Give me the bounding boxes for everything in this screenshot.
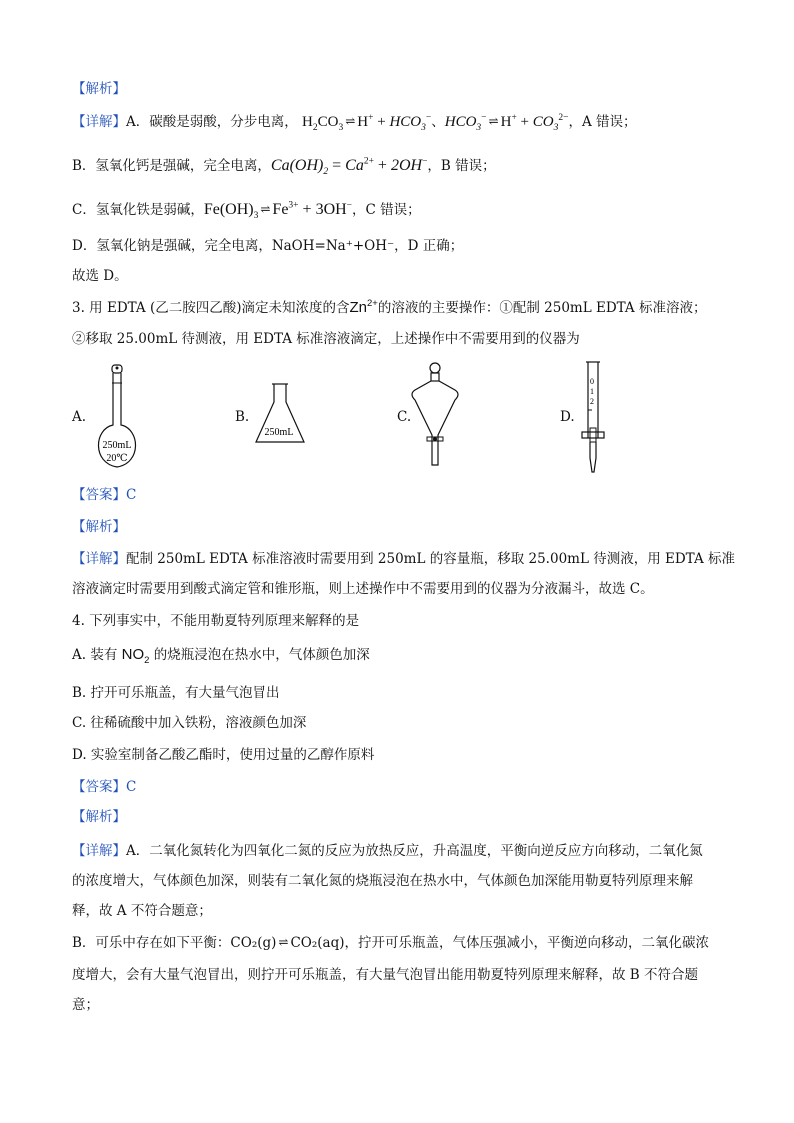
q4-option-b: B. 拧开可乐瓶盖，有大量气泡冒出 (72, 685, 280, 701)
equilibrium-arrow-icon: ⇌ (345, 114, 356, 128)
jiexi-heading: 【解析】 (72, 81, 126, 97)
q2-conclusion: 故选 D。 (72, 268, 128, 284)
conical-flask-icon (250, 380, 310, 450)
q2-detail-b: B．氢氧化钙是强碱，完全电离，$Ca(OH)_2 = Ca^{2+} + 2OH^-$，B 错误； (72, 156, 496, 178)
q4-detail-a-line2: 的浓度增大，气体颜色加深，则装有二氧化氮的烧瓶浸泡在热水中，气体颜色加深能用勒夏特列原理来解 (72, 873, 693, 889)
q2-detail-d: D．氢氧化钠是强碱，完全电离，NaOH=Na⁺+OH⁻，D 正确； (72, 238, 464, 254)
q4-detail-a-line1: 【详解】A．二氧化氮转化为四氧化二氮的反应为放热反应，升高温度，平衡向逆反应方向移动，二氧化氮 (72, 843, 703, 859)
equation-h2co3: $H_2CO_3$ ⇌ $H^+ + HCO_3^-$ (302, 113, 432, 133)
equation-hco3: $HCO_3^-$ ⇌ $H^+ + CO_3^{2-}$ (444, 113, 569, 133)
equilibrium-arrow-icon: ⇌ (488, 114, 499, 128)
q4-option-c: C. 往稀硫酸中加入铁粉，溶液颜色加深 (72, 715, 307, 731)
q3-answer: 【答案】C (72, 487, 137, 503)
q2-detail-c: C．氢氧化铁是弱碱，$Fe(OH)_3\rightleftharpoons$ $Fe^{3+} + 3OH^-$，C 错误； (72, 200, 421, 222)
separatory-funnel-icon (405, 360, 465, 470)
option-b-label: B. (235, 409, 250, 425)
q4-answer: 【答案】C (72, 779, 137, 795)
option-c-label: C. (397, 409, 412, 425)
q4-stem: 4. 下列事实中，不能用勒夏特列原理来解释的是 (72, 613, 360, 629)
burette-mark-1: 1 (590, 387, 594, 396)
equation-feoh3: $Fe(OH)_3\rightleftharpoons$ $Fe^{3+} + 3OH^-$ (203, 200, 353, 222)
burette-icon (576, 360, 616, 480)
equilibrium-arrow-icon: ⇌ (260, 202, 271, 216)
q4-option-a: A. 装有 $NO_2$ 的烧瓶浸泡在热水中，气体颜色加深 (72, 646, 370, 666)
conical-volume-label: 250mL (264, 427, 294, 438)
q3-jiexi: 【解析】 (72, 519, 126, 535)
q3-detail-line2: 溶液滴定时需要用到酸式滴定管和锥形瓶，则上述操作中不需要用到的仪器为分液漏斗，故选 C。 (72, 581, 654, 597)
equilibrium-arrow-icon: ⇌ (278, 935, 289, 949)
option-a-label: A. (72, 409, 87, 425)
equation-caoh2: $Ca(OH)_2 = Ca^{2+} + 2OH^-$ (270, 156, 428, 178)
option-d-label: D. (560, 409, 575, 425)
xiangjie-tag: 【详解】 (72, 114, 126, 130)
text-span: A．碳酸是弱酸，分步电离， (126, 114, 298, 130)
q2-detail-a: 【详解】A．碳酸是弱酸，分步电离， $H_2CO_3$ ⇌ $H^+ + HCO_3^-$、$HCO_3^-$ ⇌ $H^+ + CO_3^{2-}$，A 错误； (72, 113, 637, 133)
q4-detail-b-line2: 度增大，会有大量气泡冒出，则拧开可乐瓶盖，有大量气泡冒出能用勒夏特列原理来解释，故 B 不符合题 (72, 967, 699, 983)
burette-mark-2: 2 (590, 397, 594, 406)
q4-detail-a-line3: 释，故 A 不符合题意； (72, 903, 212, 919)
q4-jiexi: 【解析】 (72, 809, 126, 825)
q3-detail-line1: 【详解】配制 250mL EDTA 标准溶液时需要用到 250mL 的容量瓶，移取 25.00mL 待测液，用 EDTA 标准 (72, 551, 735, 567)
flask-volume-label: 250mL (102, 440, 132, 451)
q4-detail-b-line1: B．可乐中存在如下平衡：CO₂(g) ⇌ CO₂(aq)，拧开可乐瓶盖，气体压强减小，平衡逆向移动，二氧化碳浓 (72, 933, 709, 953)
q4-option-d: D. 实验室制备乙酸乙酯时，使用过量的乙醇作原料 (72, 747, 375, 763)
volumetric-flask-icon (88, 363, 148, 473)
zn-ion: $Zn^{2+}$ (349, 298, 378, 316)
flask-temp-label: 20℃ (106, 453, 128, 464)
burette-mark-0: 0 (590, 377, 594, 386)
q4-detail-b-line3: 意； (72, 997, 99, 1013)
q3-stem-line1: 3. 用 EDTA (乙二胺四乙酸)滴定未知浓度的含$Zn^{2+}$的溶液的主要操作：①配制 250mL EDTA 标准溶液； (72, 298, 707, 316)
q3-stem-line2: ②移取 25.00mL 待测液，用 EDTA 标准溶液滴定，上述操作中不需要用到的仪器为 (72, 331, 580, 347)
